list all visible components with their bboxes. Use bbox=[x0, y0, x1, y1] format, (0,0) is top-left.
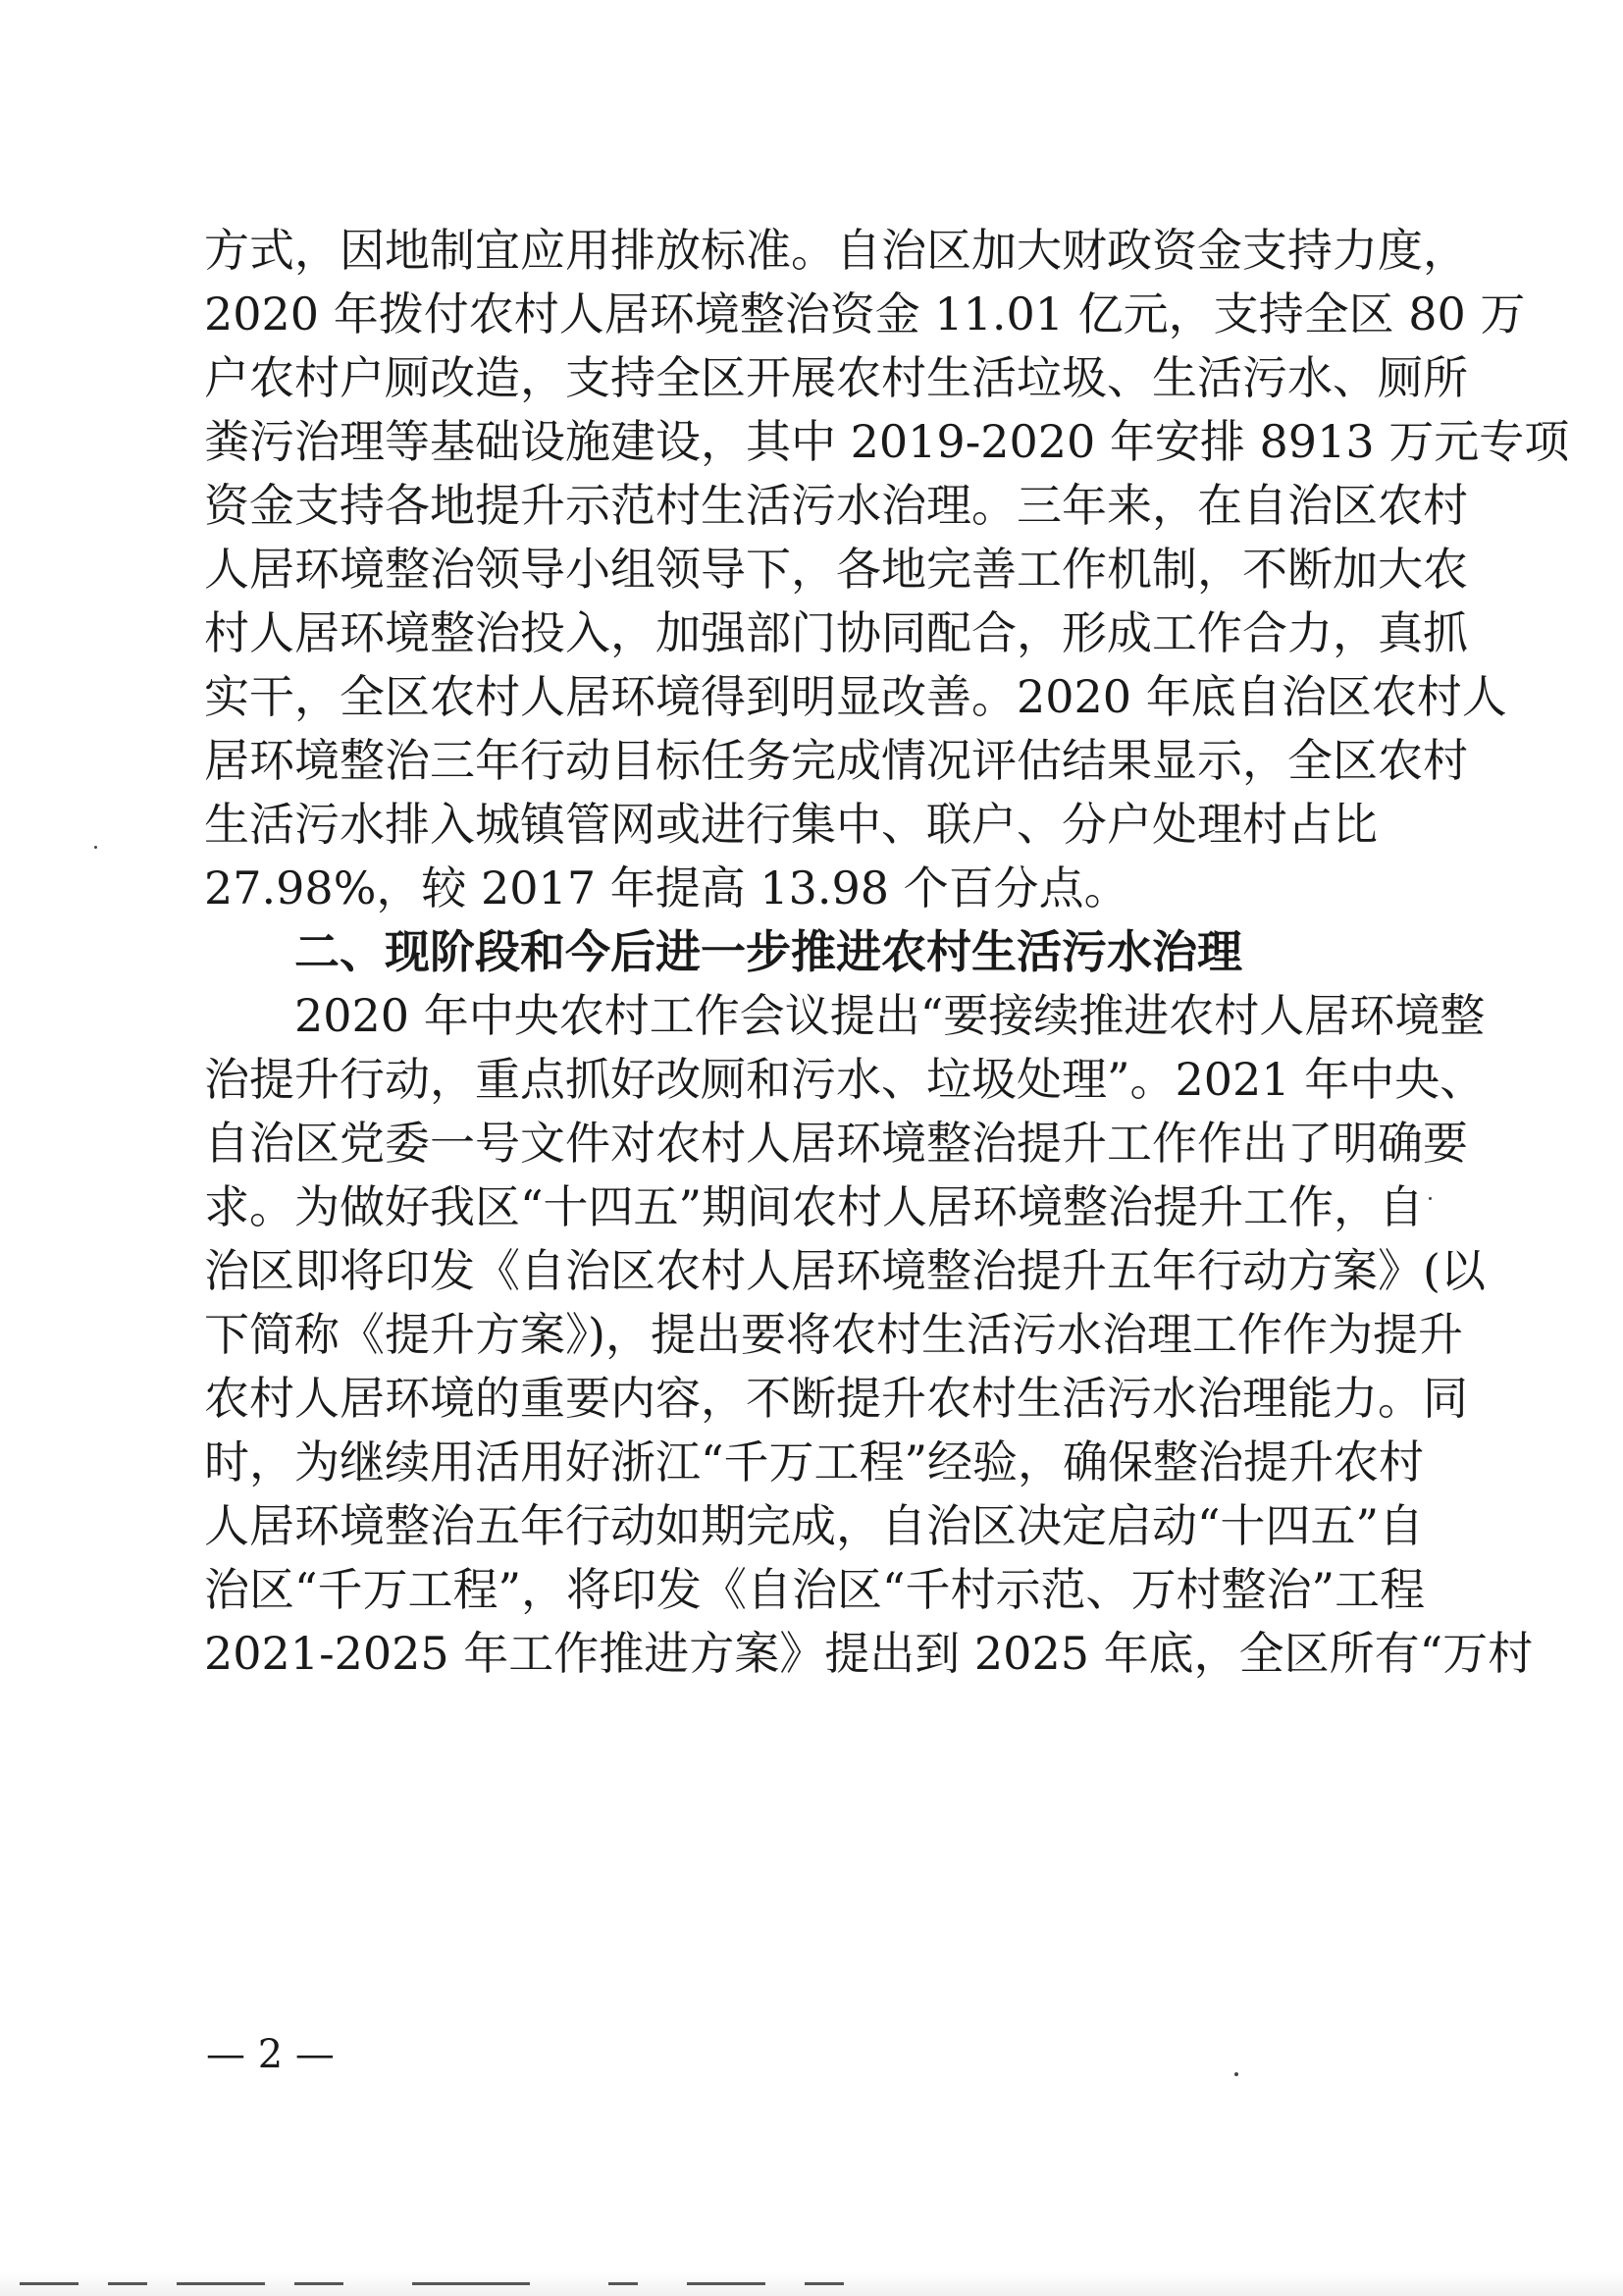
body-text-line: 2020 年拨付农村人居环境整治资金 11.01 亿元，支持全区 80 万 bbox=[204, 287, 1526, 340]
body-text-line: 方式，因地制宜应用排放标准。自治区加大财政资金支持力度， bbox=[204, 224, 1468, 277]
page-number: — 2 — bbox=[206, 2032, 335, 2077]
scan-artifact bbox=[294, 2282, 343, 2285]
scan-artifact bbox=[20, 2282, 79, 2285]
scan-artifact bbox=[412, 2282, 530, 2285]
body-text-line: 粪污治理等基础设施建设，其中 2019-2020 年安排 8913 万元专项 bbox=[204, 415, 1570, 468]
body-text-line: 户农村户厕改造，支持全区开展农村生活垃圾、生活污水、厕所 bbox=[204, 351, 1468, 404]
body-text-line: 治区即将印发《自治区农村人居环境整治提升五年行动方案》(以 bbox=[204, 1244, 1486, 1297]
body-text-line: 人居环境整治五年行动如期完成，自治区决定启动“十四五”自 bbox=[204, 1499, 1425, 1552]
body-text-line: 自治区党委一号文件对农村人居环境整治提升工作作出了明确要 bbox=[204, 1117, 1468, 1170]
scan-artifact bbox=[177, 2282, 265, 2285]
scan-artifact bbox=[108, 2282, 147, 2285]
body-text-line: 2021-2025 年工作推进方案》提出到 2025 年底，全区所有“万村 bbox=[204, 1627, 1534, 1680]
body-text-line: 居环境整治三年行动目标任务完成情况评估结果显示，全区农村 bbox=[204, 734, 1468, 787]
body-text-line: 27.98%，较 2017 年提高 13.98 个百分点。 bbox=[204, 861, 1129, 914]
scan-artifact bbox=[687, 2282, 765, 2285]
scan-speck bbox=[1429, 1197, 1432, 1200]
body-text-line: 生活污水排入城镇管网或进行集中、联户、分户处理村占比 bbox=[204, 798, 1378, 851]
body-text-line: 下简称《提升方案》)，提出要将农村生活污水治理工作作为提升 bbox=[204, 1308, 1463, 1361]
body-text-line: 资金支持各地提升示范村生活污水治理。三年来，在自治区农村 bbox=[204, 479, 1468, 532]
body-text-line: 治区“千万工程”，将印发《自治区“千村示范、万村整治”工程 bbox=[204, 1563, 1426, 1616]
section-heading: 二、现阶段和今后进一步推进农村生活污水治理 bbox=[294, 925, 1242, 978]
scan-artifact bbox=[805, 2282, 844, 2285]
scan-speck bbox=[94, 846, 97, 849]
body-text-line: 2020 年中央农村工作会议提出“要接续推进农村人居环境整 bbox=[294, 989, 1486, 1042]
body-text-line: 人居环境整治领导小组领导下，各地完善工作机制，不断加大农 bbox=[204, 543, 1468, 596]
body-text-line: 农村人居环境的重要内容，不断提升农村生活污水治理能力。同 bbox=[204, 1372, 1468, 1425]
body-text-line: 实干，全区农村人居环境得到明显改善。2020 年底自治区农村人 bbox=[204, 670, 1507, 723]
body-text-line: 治提升行动，重点抓好改厕和污水、垃圾处理”。2021 年中央、 bbox=[204, 1053, 1486, 1106]
body-text-line: 求。为做好我区“十四五”期间农村人居环境整治提升工作，自 bbox=[204, 1180, 1425, 1233]
scan-speck bbox=[1234, 2072, 1238, 2076]
body-text-line: 村人居环境整治投入，加强部门协同配合，形成工作合力，真抓 bbox=[204, 606, 1468, 659]
scan-artifact bbox=[608, 2282, 638, 2285]
body-text-line: 时，为继续用活用好浙江“千万工程”经验，确保整治提升农村 bbox=[204, 1435, 1425, 1488]
